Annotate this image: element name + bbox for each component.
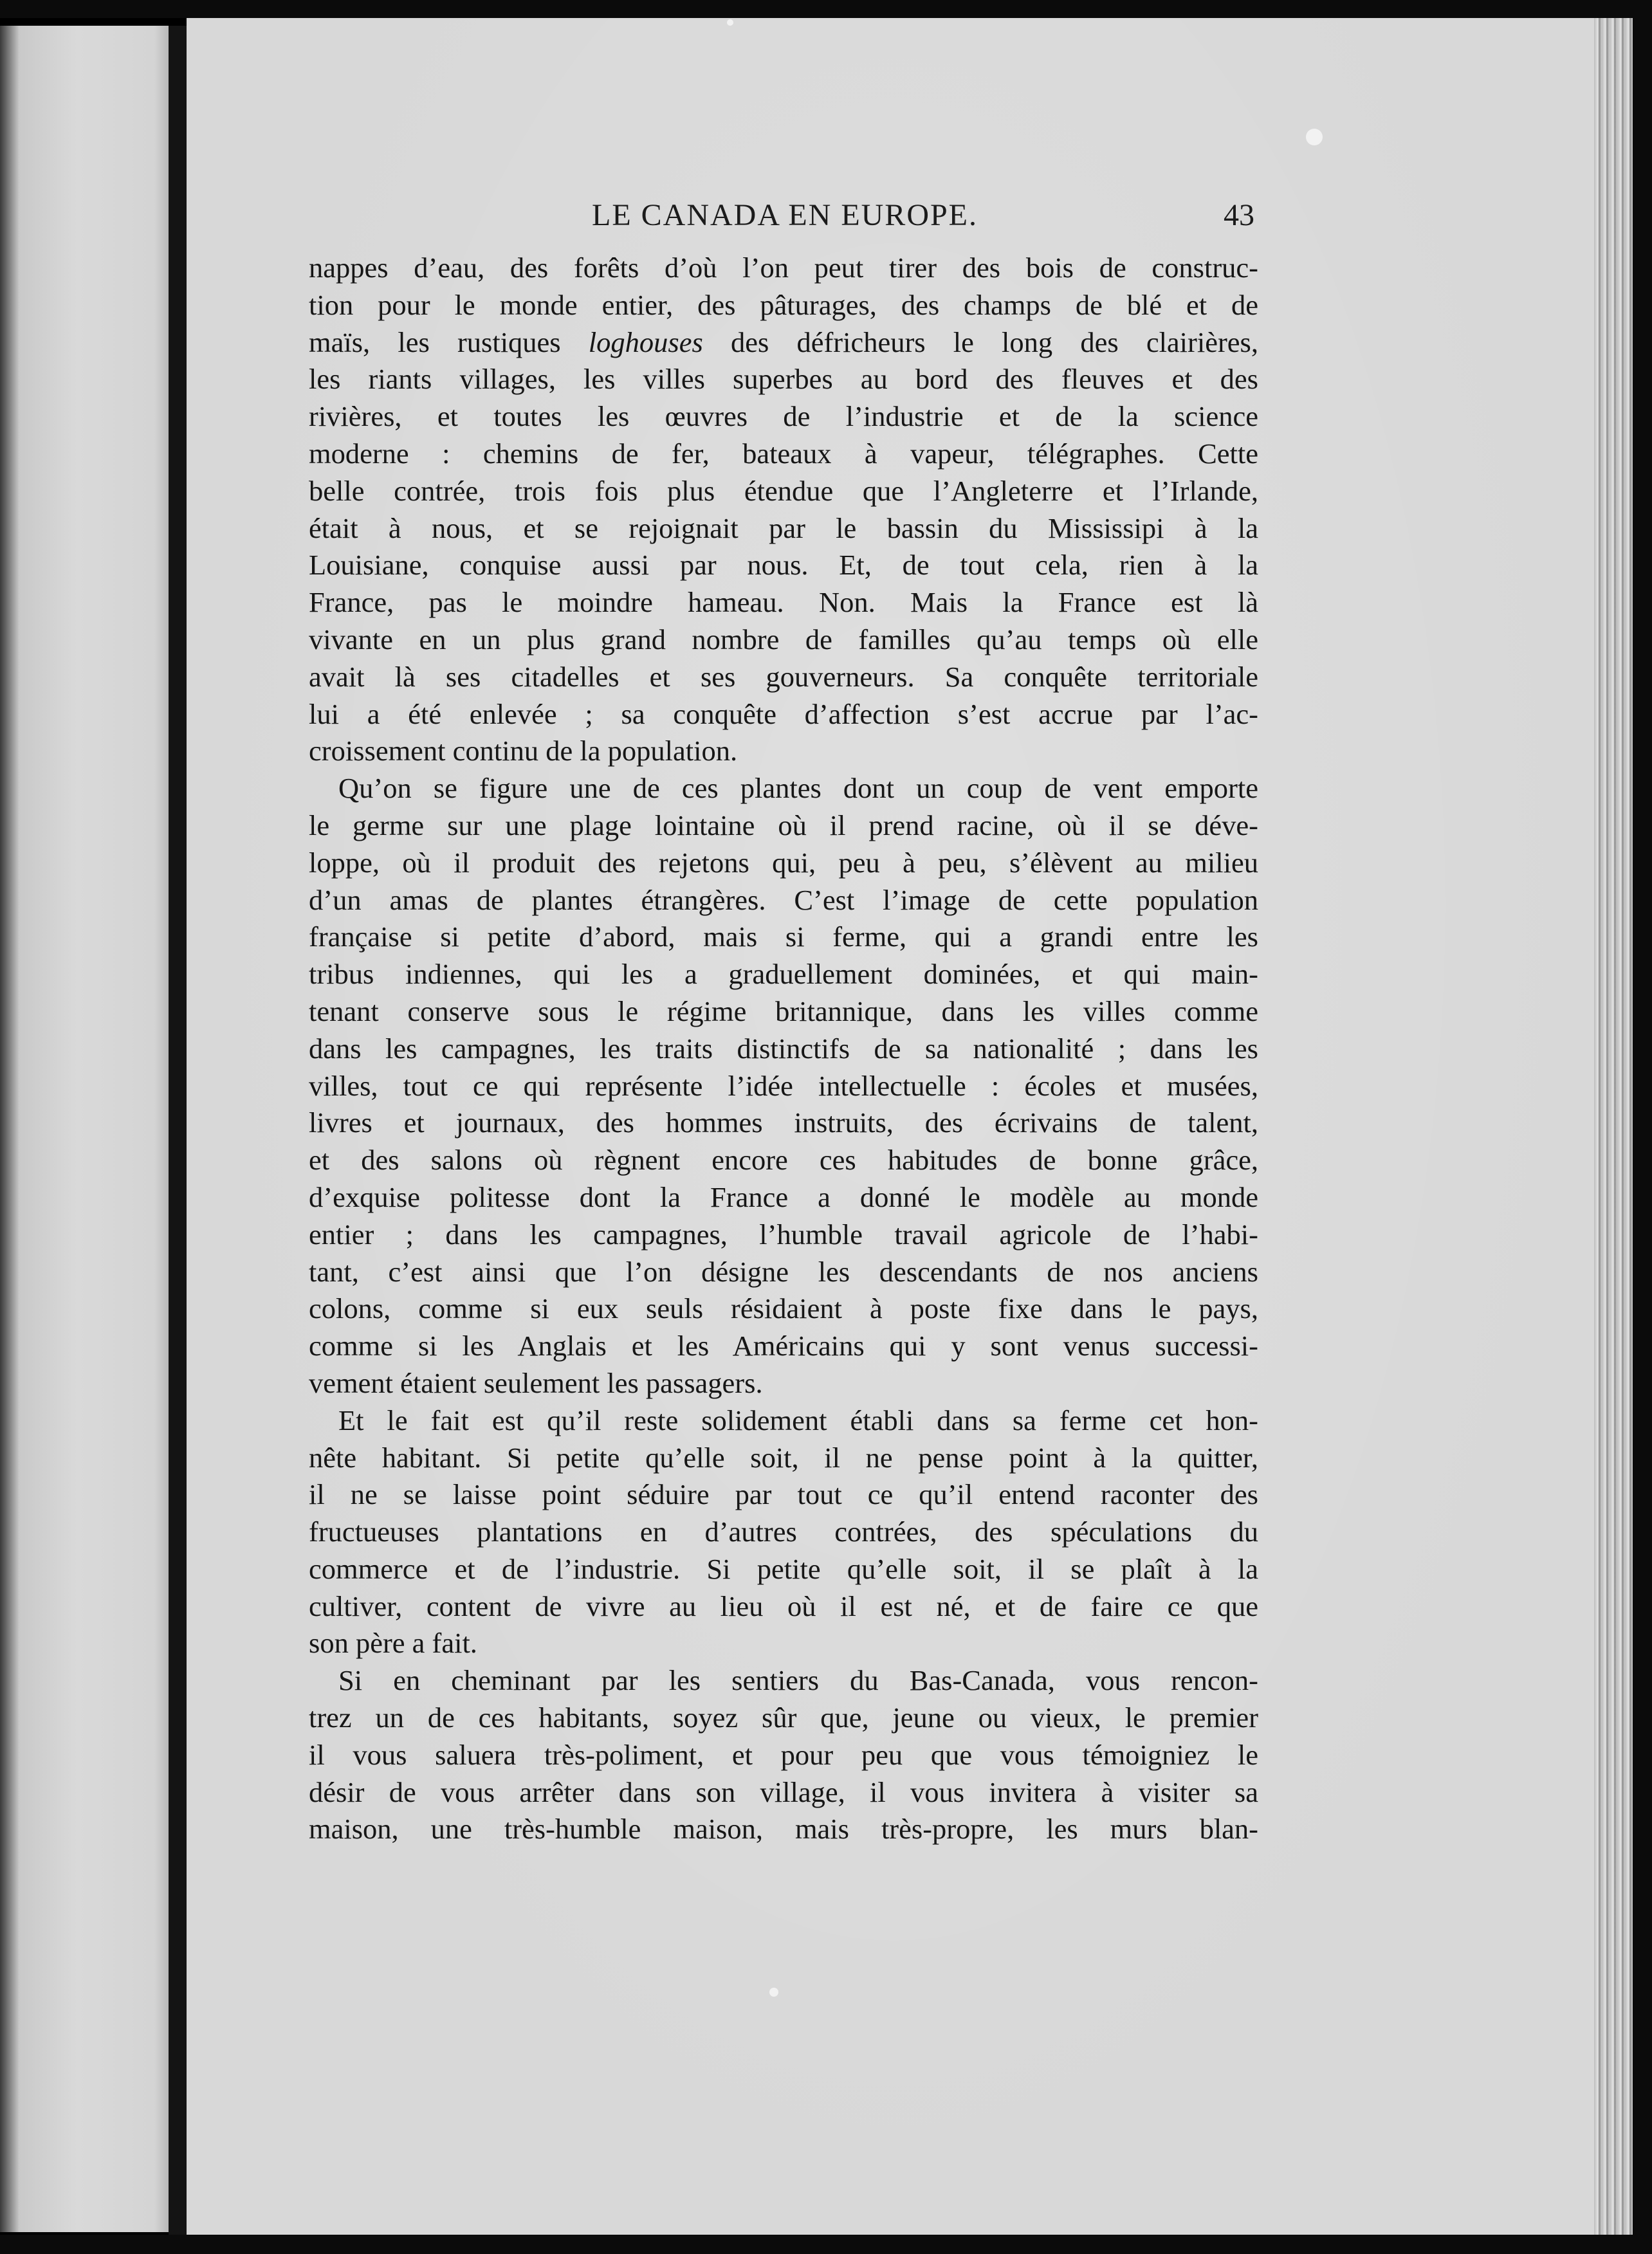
text-line: entier ; dans les campagnes, l’humble travail agricole de l’habi- [309, 1218, 1258, 1251]
text-line [309, 324, 1258, 362]
text-line: tribus indiennes, qui les a graduellement dominées, et qui main- [309, 958, 1258, 991]
scan-border-right [1633, 0, 1652, 2254]
scan-border-top [0, 0, 1652, 18]
text-segment: maïs, les rustiques [309, 325, 561, 358]
scan-speck [1306, 129, 1323, 145]
text-line: vement étaient seulement les passagers. [309, 1366, 763, 1399]
text-line: avait là ses citadelles et ses gouverneurs. Sa conquête territoriale [309, 660, 1258, 693]
text-line: lui a été enlevée ; sa conquête d’affection s’est accrue par l’ac- [309, 697, 1258, 730]
text-line: d’un amas de plantes étrangères. C’est l’image de cette population [309, 883, 1258, 916]
text-line: moderne : chemins de fer, bateaux à vapeur, télégraphes. Cette [309, 437, 1258, 470]
text-line: son père a fait. [309, 1627, 477, 1660]
page-number: 43 [1224, 198, 1254, 232]
text-line: Louisiane, conquise aussi par nous. Et, de tout cela, rien à la [309, 549, 1258, 582]
text-line: dans les campagnes, les traits distinctifs de sa nationalité ; dans les [309, 1032, 1258, 1065]
text-line: loppe, où il produit des rejetons qui, peu à peu, s’élèvent au milieu [309, 846, 1258, 879]
text-line: rivières, et toutes les œuvres de l’industrie et de la science [309, 400, 1258, 433]
text-line: colons, comme si eux seuls résidaient à poste fixe dans le pays, [309, 1292, 1258, 1325]
text-line: fructueuses plantations en d’autres contrées, des spéculations du [309, 1516, 1258, 1548]
text-line: était à nous, et se rejoignait par le bassin du Mississipi à la [309, 511, 1258, 544]
paragraph-1 [309, 250, 1258, 770]
text-line: belle contrée, trois fois plus étendue que l’Angleterre et l’Irlande, [309, 474, 1258, 507]
text-line: le germe sur une plage lointaine où il prend racine, où il se déve- [309, 809, 1258, 841]
paragraph-2 [309, 770, 1258, 1402]
text-line: désir de vous arrêter dans son village, il vous invitera à visiter sa [309, 1775, 1258, 1808]
text-line: d’exquise politesse dont la France a donné le modèle au monde [309, 1180, 1258, 1213]
text-line: vivante en un plus grand nombre de familles qu’au temps où elle [309, 623, 1258, 655]
book-gutter [169, 26, 187, 2235]
text-line: Et le fait est qu’il reste solidement établi dans sa ferme cet hon- [338, 1404, 1258, 1436]
text-line: cultiver, content de vivre au lieu où il est né, et de faire ce que [309, 1590, 1258, 1622]
text-line: livres et journaux, des hommes instruits, des écrivains de talent, [309, 1106, 1258, 1139]
text-line: Si en cheminant par les sentiers du Bas-Canada, vous rencon- [338, 1664, 1258, 1697]
text-line: il ne se laisse point séduire par tout ce qu’il entend raconter des [309, 1478, 1258, 1511]
text-line: villes, tout ce qui représente l’idée intellectuelle : écoles et musées, [309, 1069, 1258, 1102]
text-line: Qu’on se figure une de ces plantes dont un coup de vent emporte [338, 772, 1258, 805]
running-header [315, 193, 1254, 238]
text-line: et des salons où règnent encore ces habitudes de bonne grâce, [309, 1144, 1258, 1177]
text-line: française si petite d’abord, mais si ferme, qui a grandi entre les [309, 921, 1258, 953]
text-line: croissement continu de la population. [309, 735, 738, 767]
text-line: tenant conserve sous le régime britannique, dans les villes comme [309, 994, 1258, 1027]
paragraph-4 [309, 1662, 1258, 1848]
text-line: il vous saluera très-poliment, et pour peu que vous témoigniez le [309, 1738, 1258, 1771]
scan-speck [727, 19, 733, 26]
scan-border-bottom [0, 2235, 1652, 2254]
italic-word: loghouses [588, 325, 703, 358]
text-line: trez un de ces habitants, soyez sûr que, jeune ou vieux, le premier [309, 1701, 1258, 1734]
text-line: France, pas le moindre hameau. Non. Mais la France est là [309, 586, 1258, 619]
paragraph-3 [309, 1402, 1258, 1663]
text-line: comme si les Anglais et les Américains qui y sont venus successi- [309, 1330, 1258, 1362]
text-line: les riants villages, les villes superbes au bord des fleuves et des [309, 363, 1258, 396]
text-line: tion pour le monde entier, des pâturages, des champs de blé et de [309, 288, 1258, 321]
page-edges [1594, 18, 1633, 2235]
text-line: commerce et de l’industrie. Si petite qu’elle soit, il se plaît à la [309, 1552, 1258, 1585]
scan-speck [769, 1988, 778, 1997]
running-title: LE CANADA EN EUROPE. [592, 198, 978, 232]
text-line: tant, c’est ainsi que l’on désigne les descendants de nos anciens [309, 1255, 1258, 1288]
text-segment: des défricheurs le long des clairières, [730, 325, 1258, 358]
page-body [309, 250, 1258, 1848]
text-line: nappes d’eau, des forêts d’où l’on peut tirer des bois de construc- [309, 252, 1258, 284]
text-line: nête habitant. Si petite qu’elle soit, il ne pense point à la quitter, [309, 1441, 1258, 1474]
facing-page-margin [0, 26, 169, 2232]
text-line: maison, une très-humble maison, mais très-propre, les murs blan- [309, 1813, 1258, 1846]
